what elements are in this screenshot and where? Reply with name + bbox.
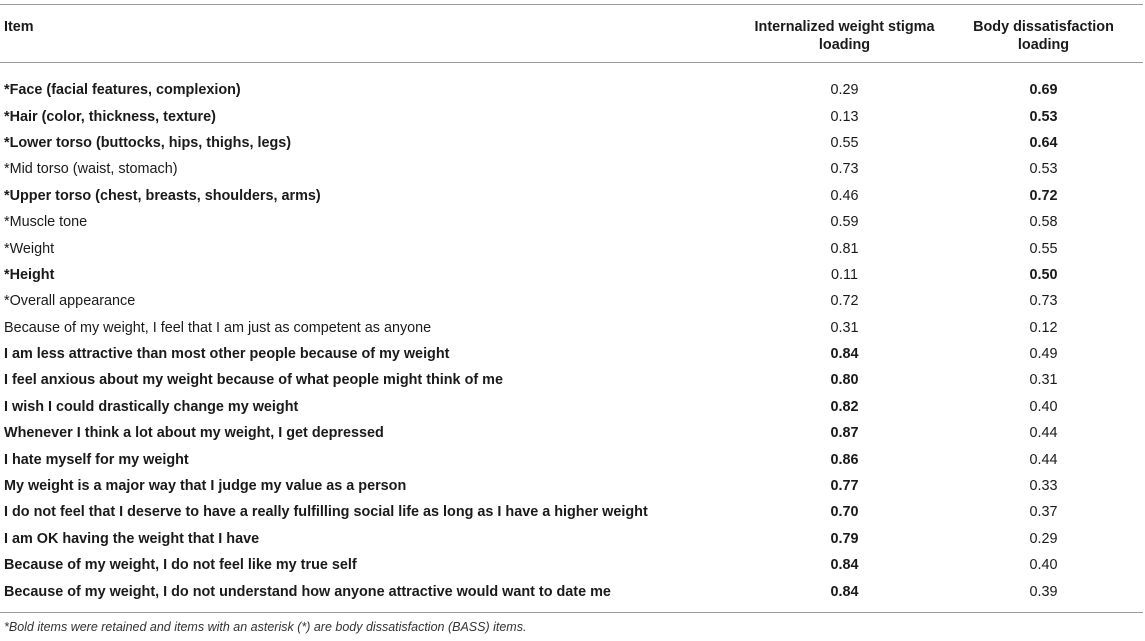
header-item: Item (4, 19, 34, 35)
cell-internalized-weight-stigma: 0.84 (830, 346, 859, 363)
cell-item: *Weight (4, 240, 55, 257)
cell-item: *Face (facial features, complexion) (4, 82, 241, 99)
factor-loadings-table (0, 4, 1143, 605)
table-footnote: *Bold items were retained and items with an asterisk (*) are body dissatisfaction (BASS) items. (4, 620, 527, 634)
cell-item: *Muscle tone (4, 214, 88, 231)
table-header (0, 5, 1143, 63)
cell-body-dissatisfaction: 0.39 (1029, 583, 1058, 600)
cell-item: *Overall appearance (4, 293, 136, 310)
cell-body-dissatisfaction: 0.50 (1029, 266, 1058, 283)
cell-internalized-weight-stigma: 0.79 (830, 530, 859, 547)
cell-item: I do not feel that I deserve to have a really fulfilling social life as long as I have a higher weight (4, 504, 648, 521)
table-body (0, 77, 1143, 605)
table-row (0, 526, 1143, 552)
header-internalized-weight-stigma: Internalized weight stigma loading (754, 19, 935, 53)
cell-internalized-weight-stigma: 0.87 (830, 425, 859, 442)
table-row (0, 103, 1143, 129)
cell-internalized-weight-stigma: 0.81 (830, 240, 859, 257)
table-row (0, 262, 1143, 288)
table-bottom-divider (0, 612, 1143, 613)
table-row (0, 446, 1143, 472)
cell-body-dissatisfaction: 0.72 (1029, 187, 1058, 204)
header-rule (0, 63, 1143, 78)
cell-body-dissatisfaction: 0.12 (1029, 319, 1058, 336)
cell-body-dissatisfaction: 0.53 (1029, 108, 1058, 125)
cell-internalized-weight-stigma: 0.31 (830, 319, 859, 336)
table-row (0, 578, 1143, 604)
table-row (0, 235, 1143, 261)
cell-body-dissatisfaction: 0.55 (1029, 240, 1058, 257)
cell-body-dissatisfaction: 0.31 (1029, 372, 1058, 389)
cell-item: *Height (4, 266, 55, 283)
cell-internalized-weight-stigma: 0.70 (830, 504, 859, 521)
cell-internalized-weight-stigma: 0.86 (830, 451, 859, 468)
table-row (0, 77, 1143, 103)
cell-item: Because of my weight, I feel that I am just as competent as anyone (4, 319, 432, 336)
cell-internalized-weight-stigma: 0.55 (830, 134, 859, 151)
cell-body-dissatisfaction: 0.44 (1029, 425, 1058, 442)
cell-internalized-weight-stigma: 0.13 (830, 108, 859, 125)
table-row (0, 156, 1143, 182)
table-row (0, 315, 1143, 341)
cell-body-dissatisfaction: 0.69 (1029, 82, 1058, 99)
cell-item: Because of my weight, I do not understand how anyone attractive would want to date me (4, 583, 611, 600)
cell-body-dissatisfaction: 0.40 (1029, 557, 1058, 574)
table-row (0, 394, 1143, 420)
cell-body-dissatisfaction: 0.58 (1029, 214, 1058, 231)
table-row (0, 367, 1143, 393)
cell-item: I wish I could drastically change my weight (4, 398, 299, 415)
header-body-dissatisfaction: Body dissatisfaction loading (973, 19, 1114, 53)
cell-internalized-weight-stigma: 0.84 (830, 557, 859, 574)
cell-internalized-weight-stigma: 0.46 (830, 187, 859, 204)
cell-body-dissatisfaction: 0.29 (1029, 530, 1058, 547)
cell-item: Whenever I think a lot about my weight, I get depressed (4, 425, 384, 442)
header-divider (0, 63, 1143, 78)
table-row (0, 130, 1143, 156)
cell-internalized-weight-stigma: 0.72 (830, 293, 859, 310)
cell-item: *Hair (color, thickness, texture) (4, 108, 216, 125)
cell-internalized-weight-stigma: 0.29 (830, 82, 859, 99)
table-row (0, 209, 1143, 235)
cell-body-dissatisfaction: 0.40 (1029, 398, 1058, 415)
cell-body-dissatisfaction: 0.73 (1029, 293, 1058, 310)
cell-body-dissatisfaction: 0.53 (1029, 161, 1058, 178)
cell-body-dissatisfaction: 0.64 (1029, 134, 1058, 151)
cell-body-dissatisfaction: 0.49 (1029, 346, 1058, 363)
cell-item: *Upper torso (chest, breasts, shoulders, arms) (4, 187, 321, 204)
cell-item: I am OK having the weight that I have (4, 530, 260, 547)
cell-internalized-weight-stigma: 0.73 (830, 161, 859, 178)
table-row (0, 288, 1143, 314)
cell-body-dissatisfaction: 0.37 (1029, 504, 1058, 521)
cell-item: I hate myself for my weight (4, 451, 189, 468)
table-row (0, 341, 1143, 367)
cell-item: *Mid torso (waist, stomach) (4, 161, 178, 178)
table-row (0, 420, 1143, 446)
table-row (0, 499, 1143, 525)
cell-internalized-weight-stigma: 0.82 (830, 398, 859, 415)
cell-body-dissatisfaction: 0.44 (1029, 451, 1058, 468)
cell-item: I feel anxious about my weight because of what people might think of me (4, 372, 503, 389)
table-row (0, 552, 1143, 578)
cell-internalized-weight-stigma: 0.59 (830, 214, 859, 231)
cell-item: I am less attractive than most other people because of my weight (4, 346, 450, 363)
cell-body-dissatisfaction: 0.33 (1029, 478, 1058, 495)
cell-internalized-weight-stigma: 0.80 (830, 372, 859, 389)
cell-internalized-weight-stigma: 0.84 (830, 583, 859, 600)
cell-internalized-weight-stigma: 0.11 (831, 266, 858, 283)
cell-internalized-weight-stigma: 0.77 (830, 478, 859, 495)
cell-item: *Lower torso (buttocks, hips, thighs, legs) (4, 134, 292, 151)
table-row (0, 183, 1143, 209)
cell-item: My weight is a major way that I judge my value as a person (4, 478, 407, 495)
cell-item: Because of my weight, I do not feel like my true self (4, 557, 357, 574)
table-row (0, 473, 1143, 499)
